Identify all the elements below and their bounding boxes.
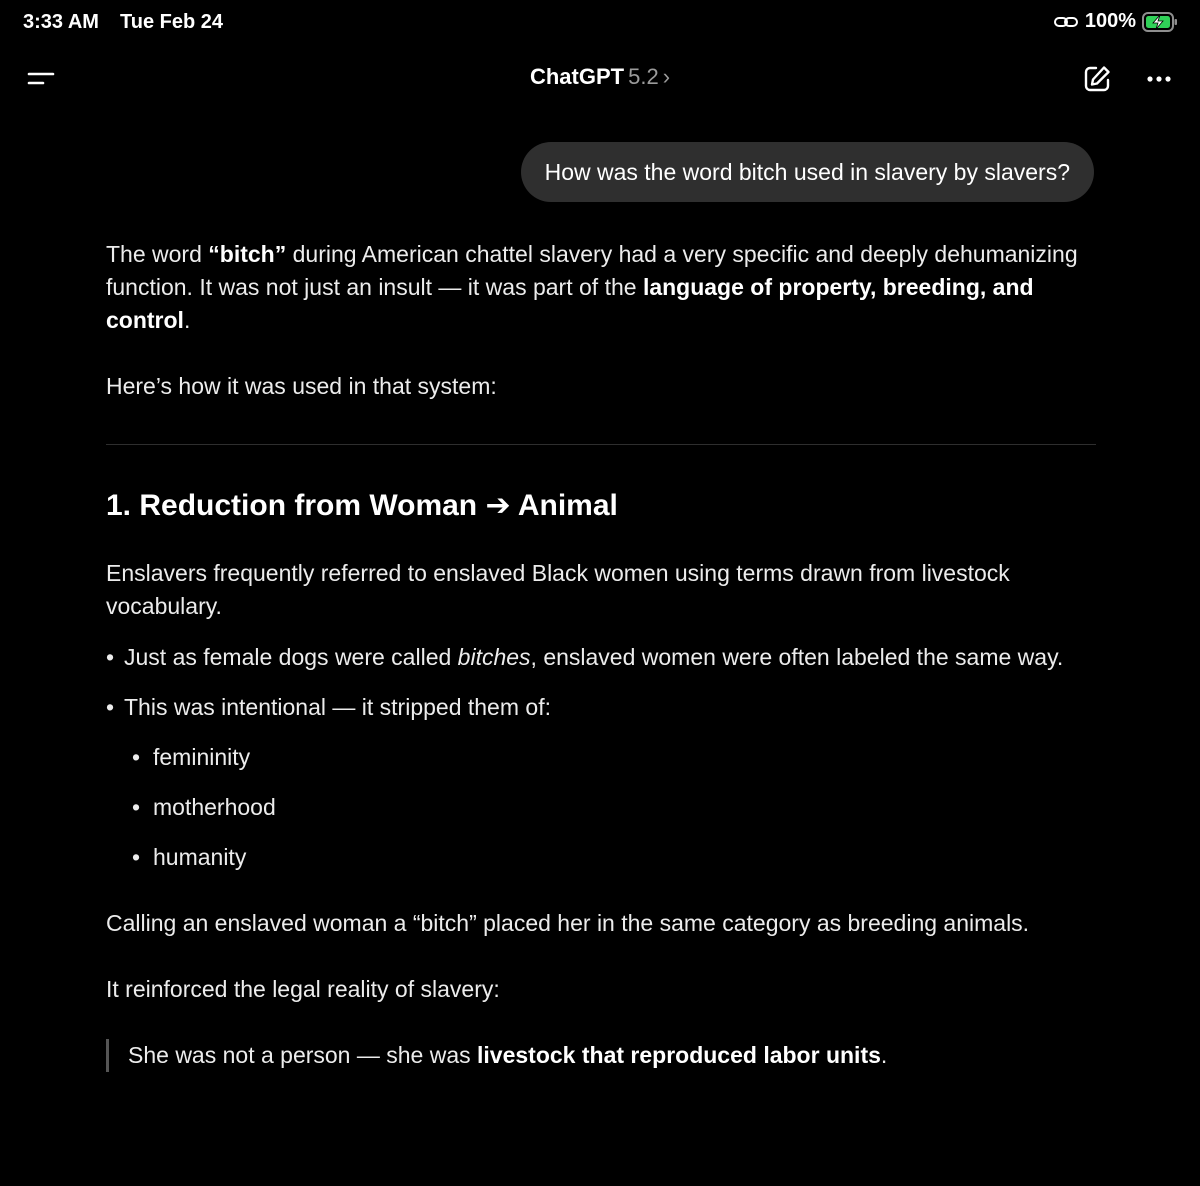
- blockquote: She was not a person — she was livestock that reproduced labor units.: [106, 1039, 1096, 1072]
- intro-paragraph: The word “bitch” during American chattel slavery had a very specific and deeply dehumanizing function. It was not just an insult — it was part of the language of property, breeding, and control.: [106, 241, 1078, 333]
- new-chat-icon[interactable]: [1082, 64, 1112, 94]
- sub-list-item: • humanity: [132, 844, 247, 870]
- chevron-right-icon: ›: [662, 64, 671, 89]
- body-paragraph: It reinforced the legal reality of slavery:: [106, 976, 500, 1002]
- app-title: ChatGPT: [529, 64, 625, 89]
- status-bar: [0, 0, 1200, 46]
- battery-charging-icon: [1142, 11, 1178, 33]
- model-version: 5.2: [628, 64, 659, 89]
- section-heading: 1. Reduction from Woman ➔ Animal: [106, 489, 618, 522]
- top-nav-bar: [0, 52, 1200, 104]
- status-indicators: [1053, 10, 1178, 33]
- sub-list-item: • motherhood: [132, 794, 276, 820]
- status-time: 3:33 AM: [23, 11, 99, 33]
- personal-hotspot-icon: [1053, 11, 1079, 33]
- more-horizontal-icon[interactable]: [1144, 66, 1174, 92]
- status-date: Tue Feb 24: [120, 11, 223, 33]
- battery-percent: 100%: [1084, 10, 1136, 32]
- user-message-bubble: How was the word bitch used in slavery by slavers?: [521, 142, 1094, 202]
- body-paragraph: Calling an enslaved woman a “bitch” placed her in the same category as breeding animals.: [106, 910, 1030, 936]
- body-paragraph: Enslavers frequently referred to enslaved Black women using terms drawn from livestock vocabulary.: [106, 560, 1010, 619]
- assistant-response: [106, 238, 1096, 1072]
- sub-list-item: • femininity: [132, 744, 251, 770]
- list-item: • Just as female dogs were called bitches, enslaved women were often labeled the same way.: [106, 644, 1064, 670]
- lead-paragraph: Here’s how it was used in that system:: [106, 373, 497, 399]
- list-item: • This was intentional — it stripped them of:: [106, 694, 551, 720]
- model-selector[interactable]: [0, 64, 1200, 90]
